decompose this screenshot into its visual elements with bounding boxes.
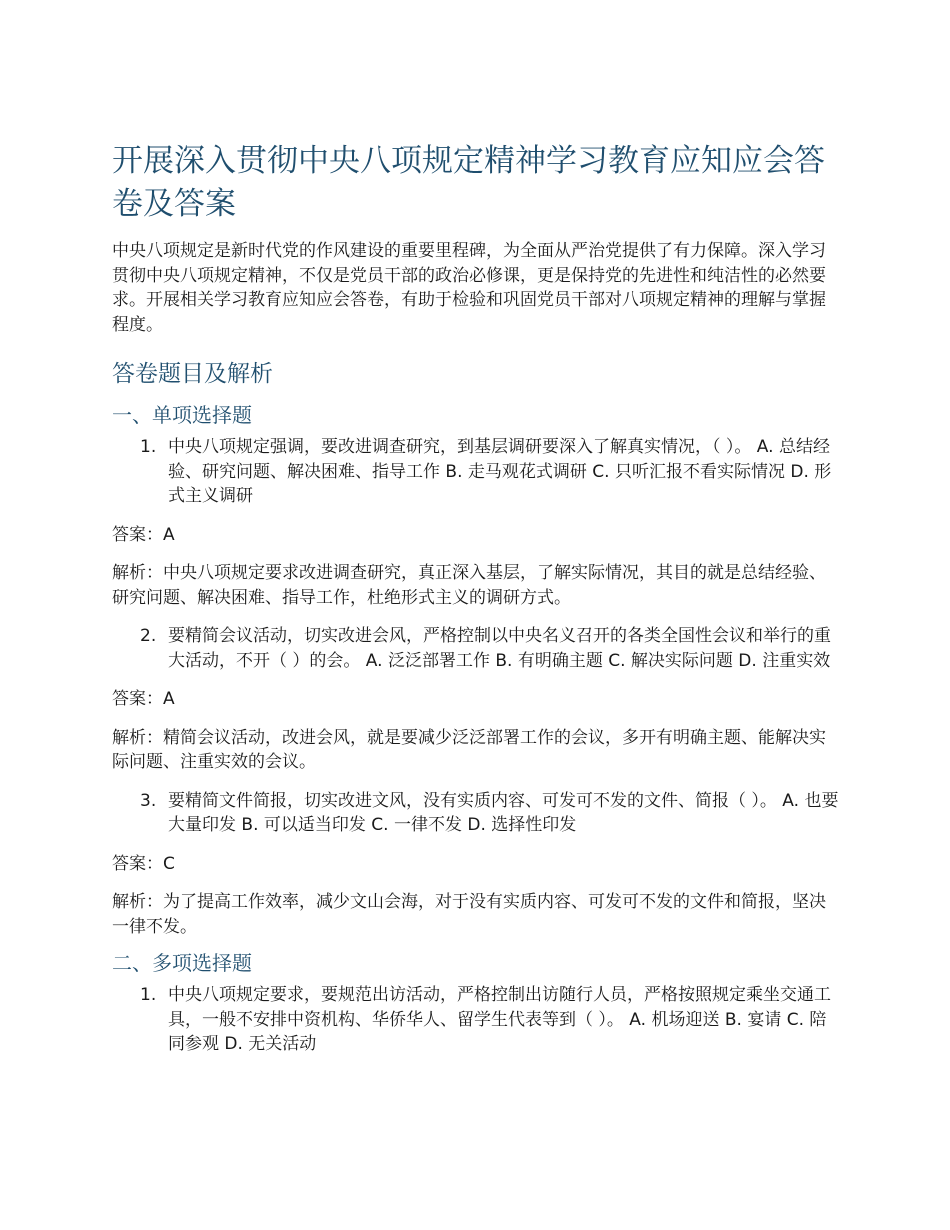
intro-paragraph: 中央八项规定是新时代党的作风建设的重要里程碑，为全面从严治党提供了有力保障。深入学习贯彻中央八项规定精神，不仅是党员干部的政治必修课，更是保持党的先进性和纯洁性的必然要求。开展相关学习教育应知应会答卷，有助于检验和巩固党员干部对八项规定精神的理解与掌握程度。 xyxy=(112,241,826,335)
question-item xyxy=(112,624,840,673)
question-number: 3. xyxy=(140,790,157,811)
question-number: 1. xyxy=(140,437,157,457)
question-item xyxy=(112,983,840,1057)
question-text: 中央八项规定强调，要改进调查研究，到基层调研要深入了解真实情况，（ ）。 A. 总结经验、研究问题、解决困难、指导工作 B. 走马观花式调研 C. 只听汇报不看实际情况 D. 形式主义调研 xyxy=(168,437,832,506)
answer-line: 答案：C xyxy=(112,853,175,874)
question-list xyxy=(112,435,840,509)
multi-choice-heading: 二、多项选择题 xyxy=(112,951,252,975)
question-text: 要精简会议活动，切实改进会风，严格控制以中央名义召开的各类全国性会议和举行的重大活动，不开（ ）的会。 A. 泛泛部署工作 B. 有明确主题 C. 解决实际问题 D. 注重实效 xyxy=(168,626,831,671)
question-number: 2. xyxy=(140,626,157,646)
document-page xyxy=(112,140,840,1057)
single-choice-heading: 一、单项选择题 xyxy=(112,403,252,427)
answer-line: 答案：A xyxy=(112,689,175,709)
question-text: 要精简文件简报，切实改进文风，没有实质内容、可发可不发的文件、简报（ ）。 A. 也要大量印发 B. 可以适当印发 C. 一律不发 D. 选择性印发 xyxy=(168,790,839,835)
analysis-paragraph: 解析：中央八项规定要求改进调查研究，真正深入基层，了解实际情况，其目的就是总结经验、研究问题、解决困难、指导工作，杜绝形式主义的调研方式。 xyxy=(112,563,826,608)
question-text: 中央八项规定要求，要规范出访活动，严格控制出访随行人员，严格按照规定乘坐交通工具，一般不安排中资机构、华侨华人、留学生代表等到（ ）。 A. 机场迎送 B. 宴请 C. 陪同参观 D. 无关活动 xyxy=(168,985,831,1054)
analysis-paragraph: 解析：精简会议活动，改进会风，就是要减少泛泛部署工作的会议，多开有明确主题、能解决实际问题、注重实效的会议。 xyxy=(112,727,826,772)
document-title: 开展深入贯彻中央八项规定精神学习教育应知应会答卷及答案 xyxy=(112,143,825,222)
question-list xyxy=(112,789,840,838)
analysis-paragraph: 解析：为了提高工作效率，减少文山会海，对于没有实质内容、可发可不发的文件和简报，坚决一律不发。 xyxy=(112,892,826,937)
question-item xyxy=(112,435,840,509)
question-list xyxy=(112,983,840,1057)
answer-line: 答案：A xyxy=(112,524,175,545)
question-number: 1. xyxy=(140,985,157,1005)
section-heading: 答卷题目及解析 xyxy=(112,361,273,387)
question-list xyxy=(112,624,840,673)
question-item xyxy=(112,789,840,838)
